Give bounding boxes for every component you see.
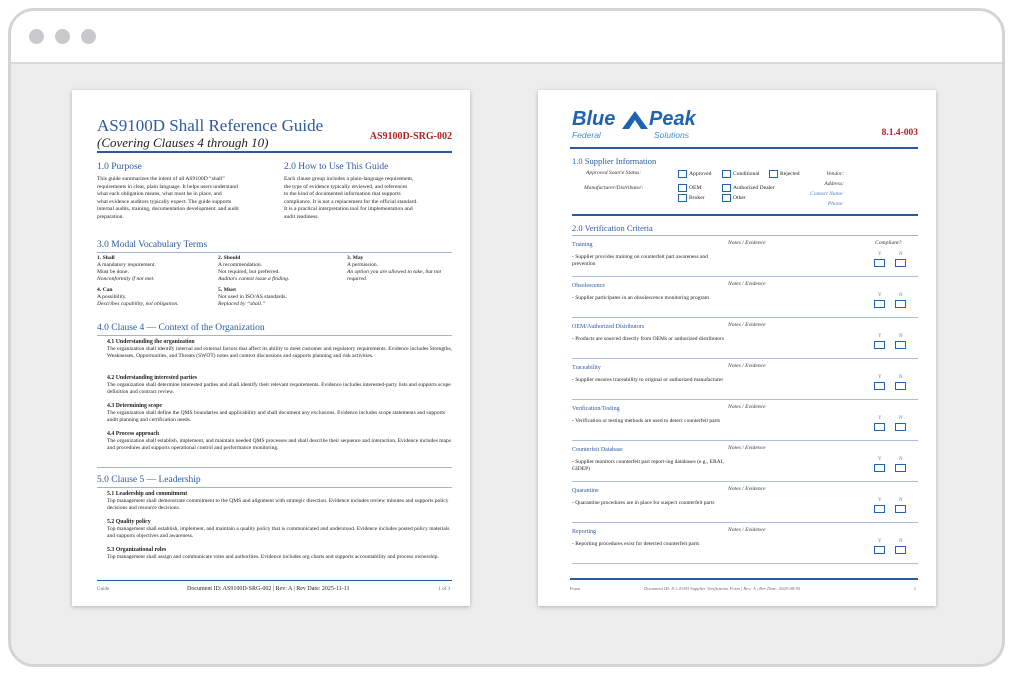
compliant-no-checkbox[interactable]: [895, 300, 906, 308]
no-column-label: N: [899, 334, 903, 339]
footer-page-number: 1 of 3: [438, 587, 450, 592]
criterion-category: Reporting: [572, 529, 596, 535]
purpose-line: internal audits, training, documentation development, and audit: [97, 206, 239, 213]
broker-option-label: Broker: [689, 195, 705, 201]
no-column-label: N: [899, 252, 903, 257]
compliant-no-checkbox[interactable]: [895, 464, 906, 472]
notes-evidence-label: Notes / Evidence: [728, 527, 766, 533]
notes-evidence-label: Notes / Evidence: [728, 363, 766, 369]
document-id: AS9100D-SRG-002: [369, 131, 452, 142]
notes-evidence-label: Notes / Evidence: [728, 404, 766, 410]
other-checkbox[interactable]: [722, 194, 731, 202]
criterion-description: - Supplier provides training on counterfeit part awareness and prevention: [572, 254, 708, 267]
no-column-label: N: [899, 457, 903, 462]
vocab-term: 5. Must Not used in ISO/AS standards. Replaced by “shall.”: [218, 287, 287, 307]
clause-item-title: 4.4 Process approach: [107, 431, 160, 437]
howto-line: audit readiness.: [284, 213, 319, 220]
purpose-line: what each obligation means, what must be in place, and: [97, 191, 222, 198]
criterion-divider: [572, 522, 918, 523]
no-column-label: N: [899, 375, 903, 380]
footer-divider: [570, 578, 918, 580]
notes-evidence-label: Notes / Evidence: [728, 486, 766, 492]
yes-column-label: Y: [878, 293, 882, 298]
vocab-term: 1. Shall A mandatory requirement. Must be done. Nonconformity if not met.: [97, 255, 156, 282]
address-label: Address:: [824, 181, 844, 187]
no-column-label: N: [899, 498, 903, 503]
clause4-heading: 4.0 Clause 4 — Context of the Organization: [97, 323, 265, 333]
window-maximize-dot[interactable]: [81, 29, 96, 44]
logo-sub-federal: Federal: [572, 130, 601, 140]
purpose-line: preparation.: [97, 213, 124, 220]
compliant-yes-checkbox[interactable]: [874, 341, 885, 349]
no-column-label: N: [899, 539, 903, 544]
vocab-term: 4. Can A possibility. Describes capability, not obligation.: [97, 287, 179, 307]
approved-checkbox[interactable]: [678, 170, 687, 178]
criterion-category: Training: [572, 242, 593, 248]
purpose-text: [97, 176, 275, 222]
yes-column-label: Y: [878, 457, 882, 462]
criterion-description: - Quarantine procedures are in place for suspect counterfeit parts: [572, 500, 715, 506]
conditional-option-label: Conditional: [733, 171, 760, 177]
supplier-verification-form-page: [538, 90, 936, 606]
vocab-term: 3. May A permission. An option you are allowed to take, but not required.: [347, 255, 442, 282]
manufacturer-label: Manufacturer/Distributor:: [584, 185, 644, 191]
supplier-divider: [572, 214, 918, 216]
notes-evidence-label: Notes / Evidence: [728, 445, 766, 451]
compliant-yes-checkbox[interactable]: [874, 259, 885, 267]
title-bar: [11, 11, 1002, 64]
page-title: AS9100D Shall Reference Guide: [97, 116, 324, 135]
criterion-category: OEM/Authorized Distributors: [572, 324, 645, 330]
clause-item-title: 4.2 Understanding interested parties: [107, 375, 198, 381]
footer-page-number: 1: [913, 586, 916, 591]
approved-status-label: Approved Source Status:: [586, 170, 642, 176]
contact-name-label: Contact Name:: [809, 191, 844, 197]
compliant-column-label: Compliant?: [875, 240, 902, 246]
howto-text: [284, 176, 459, 222]
clause-item-text: The organization shall determine interested parties and shall identify their relevant requirements. Evidence includes interested-party lists and supports scope definition and contract review.: [107, 382, 451, 396]
yes-column-label: Y: [878, 416, 882, 421]
header-divider: [97, 151, 452, 153]
compliant-no-checkbox[interactable]: [895, 341, 906, 349]
criterion-category: Traceability: [572, 365, 601, 371]
footer-label: Form: [570, 586, 580, 591]
compliant-yes-checkbox[interactable]: [874, 464, 885, 472]
howto-line: the type of evidence typically reviewed, and references: [284, 183, 408, 190]
phone-label: Phone:: [827, 201, 844, 207]
company-logo: [572, 108, 712, 142]
compliant-yes-checkbox[interactable]: [874, 300, 885, 308]
compliant-yes-checkbox[interactable]: [874, 505, 885, 513]
clause-item-text: Top management shall demonstrate commitment to the QMS and alignment with strategic direction. Evidence includes review minutes and supports policy decisions and resource decisions.: [107, 498, 449, 512]
criterion-category: Quarantine: [572, 488, 599, 494]
criterion-divider: [572, 276, 918, 277]
authorized-dealer-checkbox[interactable]: [722, 184, 731, 192]
rejected-checkbox[interactable]: [769, 170, 778, 178]
yes-column-label: Y: [878, 498, 882, 503]
howto-line: Each clause group includes a plain-language requirement,: [284, 176, 414, 182]
howto-heading: 2.0 How to Use This Guide: [284, 162, 389, 172]
clause-item-text: Top management shall establish, implement, and maintain a quality policy that is communicated and understood. Evidence includes posted policy materials and supports objectives and awareness.: [107, 526, 450, 540]
notes-evidence-label: Notes / Evidence: [728, 281, 766, 287]
broker-checkbox[interactable]: [678, 194, 687, 202]
window-close-dot[interactable]: [29, 29, 44, 44]
compliant-no-checkbox[interactable]: [895, 546, 906, 554]
compliant-no-checkbox[interactable]: [895, 505, 906, 513]
howto-line: to the kind of documented information that supports: [284, 191, 401, 198]
purpose-line: This guide summarizes the intent of all AS9100D “shall”: [97, 176, 225, 182]
footer-label: Guide: [97, 587, 110, 592]
criterion-divider: [572, 563, 918, 564]
purpose-heading: 1.0 Purpose: [97, 162, 142, 172]
footer-document-info: Document ID: 8.1.4-003 Supplier Verification Form | Rev: A | Rev Date: 2025-08-05: [644, 586, 801, 591]
vocab-heading: 3.0 Modal Vocabulary Terms: [97, 240, 208, 250]
criterion-description: - Products are sourced directly from OEMs or authorized distributors: [572, 336, 724, 342]
yes-column-label: Y: [878, 375, 882, 380]
purpose-line: what evidence auditors typically expect. The guide supports: [97, 198, 232, 205]
header-divider: [570, 147, 918, 149]
clause-item-text: The organization shall identify internal and external factors that affect its ability to meet customer and regulatory requirements. Evidence includes Strengths, Weaknesses, Opportunities, and Threats (SWOT) notes and context discussions and supports planning and risk activities.: [107, 346, 452, 360]
criterion-description: - Supplier ensures traceability to original or authorized manufacturer: [572, 377, 724, 383]
verification-heading: 2.0 Verification Criteria: [572, 223, 653, 233]
howto-line: It is a practical interpretation tool for implementation and: [284, 206, 413, 213]
no-column-label: N: [899, 416, 903, 421]
compliant-no-checkbox[interactable]: [895, 259, 906, 267]
criterion-category: Verification/Testing: [572, 406, 620, 412]
criterion-category: Counterfeit Database: [572, 447, 623, 453]
reference-guide-page: [72, 90, 470, 606]
clause-item-text: The organization shall establish, implement, and maintain needed QMS processes and shall describe their sequence and interaction. Evidence includes maps and procedures and supports operational control and performance monitoring.: [107, 438, 451, 452]
logo-word-peak: Peak: [649, 108, 696, 130]
document-id: 8.1.4-003: [881, 128, 918, 138]
clause-item-title: 5.1 Leadership and commitment: [107, 491, 188, 497]
criterion-divider: [572, 358, 918, 359]
yes-column-label: Y: [878, 252, 882, 257]
compliant-yes-checkbox[interactable]: [874, 546, 885, 554]
window-minimize-dot[interactable]: [55, 29, 70, 44]
vendor-label: Vendor:: [826, 171, 844, 177]
logo-word-blue: Blue: [572, 108, 616, 130]
clause4-divider: [97, 335, 452, 336]
notes-evidence-label: Notes / Evidence: [728, 240, 766, 246]
compliant-yes-checkbox[interactable]: [874, 382, 885, 390]
clause5-top-divider: [97, 467, 452, 468]
clause5-divider: [97, 487, 452, 488]
criterion-description: - Supplier monitors counterfeit part report-ing databases (e.g., ERAI, GIDEP): [572, 459, 724, 472]
howto-line: compliance. It is not a replacement for the official standard.: [284, 198, 418, 205]
supplier-heading: 1.0 Supplier Information: [572, 156, 657, 166]
logo-sub-solutions: Solutions: [654, 130, 689, 140]
vocab-divider: [97, 252, 452, 253]
vocab-term: 2. Should A recommendation. Not required, but preferred. Auditors cannot issue a finding.: [218, 255, 290, 282]
clause-item-title: 5.3 Organizational roles: [107, 547, 167, 553]
rejected-option-label: Rejected: [780, 171, 800, 177]
mountain-peak-icon: [622, 110, 648, 130]
notes-evidence-label: Notes / Evidence: [728, 322, 766, 328]
approved-option-label: Approved: [689, 171, 712, 177]
authorized-dealer-option-label: Authorized Dealer: [733, 185, 775, 191]
clause-item-title: 5.2 Quality policy: [107, 519, 151, 525]
compliant-no-checkbox[interactable]: [895, 382, 906, 390]
no-column-label: N: [899, 293, 903, 298]
yes-column-label: Y: [878, 539, 882, 544]
purpose-line: requirements in clear, plain language. It helps users understand: [97, 183, 238, 190]
compliant-no-checkbox[interactable]: [895, 423, 906, 431]
clause-item-title: 4.1 Understanding the organization: [107, 339, 195, 345]
clause5-heading: 5.0 Clause 5 — Leadership: [97, 475, 201, 485]
footer-document-info: Document ID: AS9100D-SRG-002 | Rev: A | Rev Date: 2025-11-11: [187, 586, 350, 592]
page-subtitle: (Covering Clauses 4 through 10): [97, 135, 269, 150]
criterion-divider: [572, 399, 918, 400]
clause-item-text: The organization shall define the QMS boundaries and applicability and shall document any exclusions. Evidence includes scope statements and supports audit planning and certification needs.: [107, 410, 446, 424]
clause-item-title: 4.3 Determining scope: [107, 403, 162, 409]
oem-option-label: OEM: [689, 185, 702, 191]
criterion-category: Obsolescence: [572, 283, 605, 289]
criterion-divider: [572, 317, 918, 318]
clause-item-text: Top management shall assign and communicate roles and authorities. Evidence includes org charts and supports accountability and process ownership.: [107, 554, 439, 560]
criterion-description: - Supplier participates in an obsolescence monitoring program: [572, 295, 710, 301]
criterion-divider: [572, 481, 918, 482]
criterion-description: - Verification or testing methods are used to detect counterfeit parts: [572, 418, 721, 424]
criterion-divider: [572, 440, 918, 441]
verification-divider: [572, 235, 918, 236]
yes-column-label: Y: [878, 334, 882, 339]
compliant-yes-checkbox[interactable]: [874, 423, 885, 431]
criterion-description: - Reporting procedures exist for detected counterfeit parts: [572, 541, 700, 547]
other-option-label: Other: [733, 195, 746, 201]
oem-checkbox[interactable]: [678, 184, 687, 192]
footer-divider: [97, 580, 452, 581]
conditional-checkbox[interactable]: [722, 170, 731, 178]
